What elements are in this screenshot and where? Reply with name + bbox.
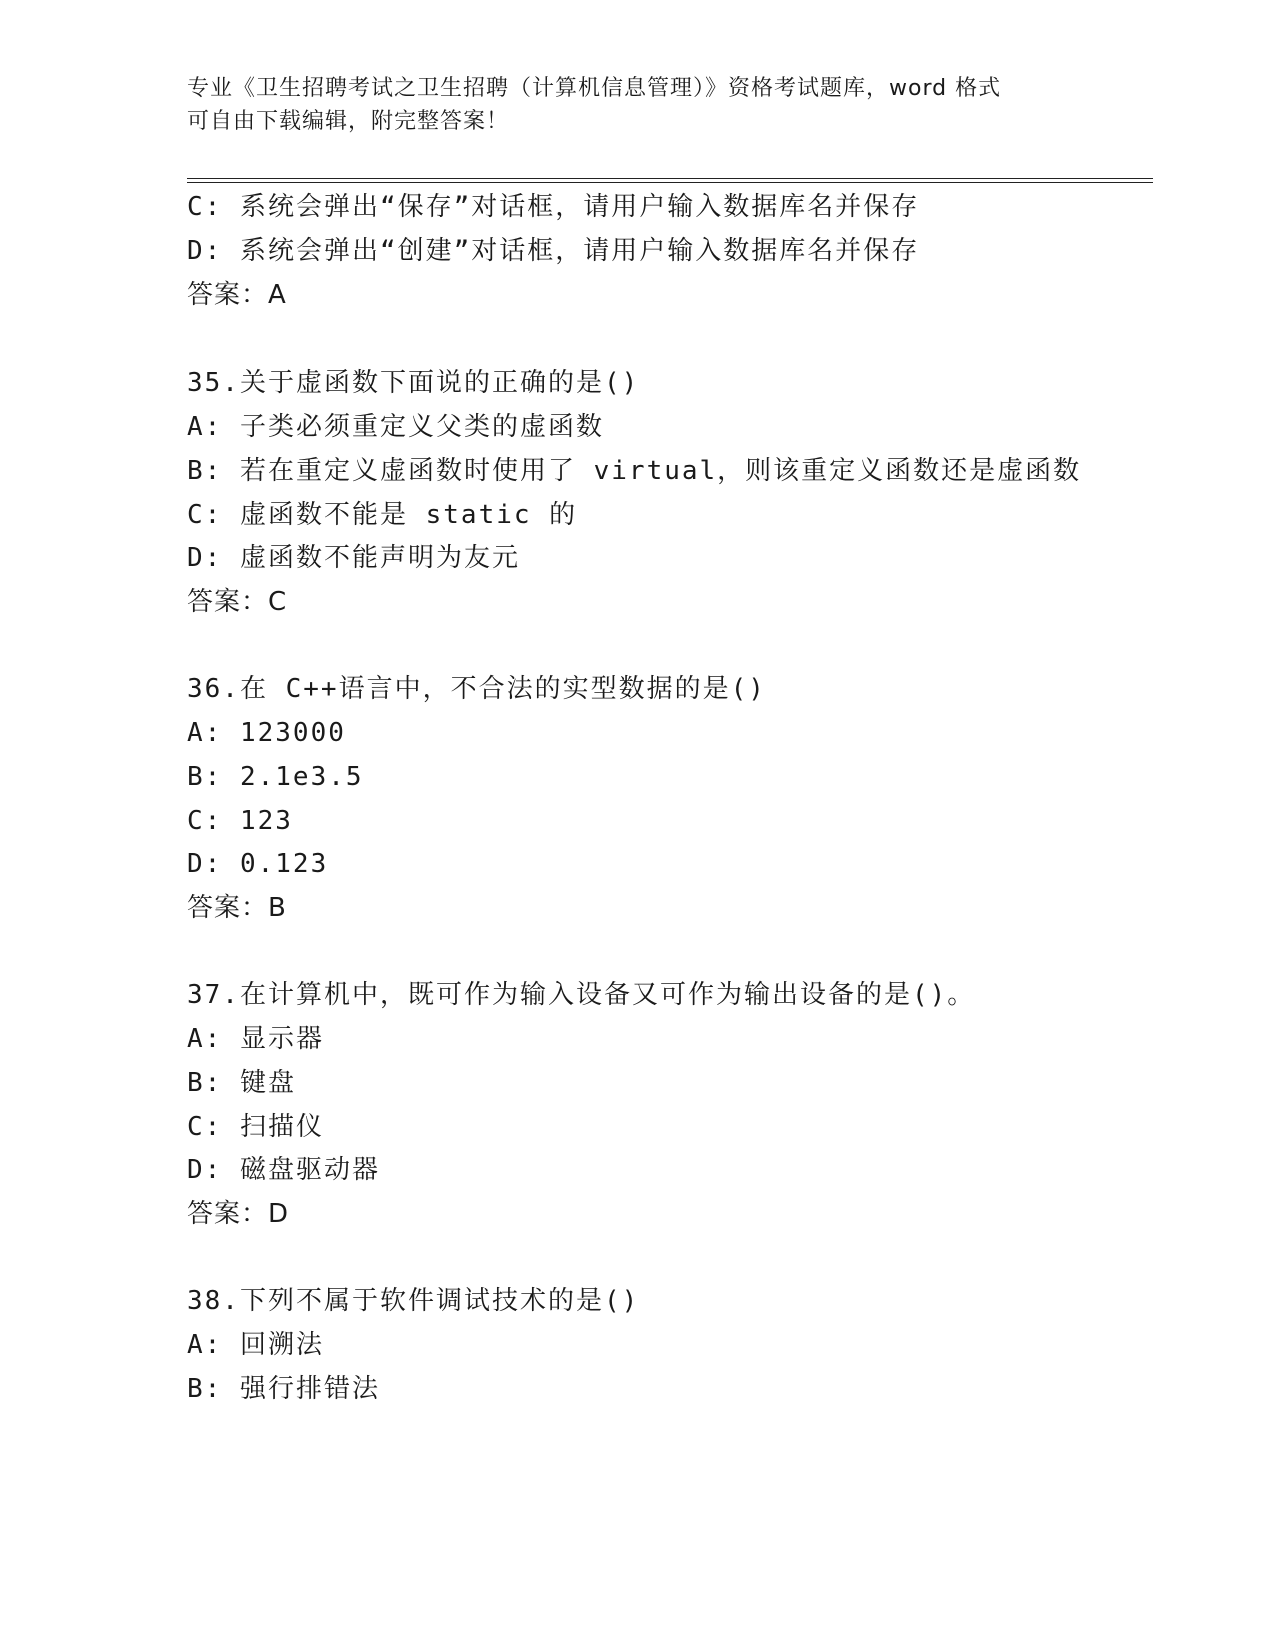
q36-option-d: D: 0.123: [187, 849, 329, 879]
q36-question: 36.在 C++语言中，不合法的实型数据的是(): [187, 674, 766, 704]
q36-option-a: A: 123000: [187, 718, 346, 748]
q35-option-c: C: 虚函数不能是 static 的: [187, 500, 578, 530]
q35-option-d: D: 虚函数不能声明为友元: [187, 543, 520, 573]
header-line-1: 专业《卫生招聘考试之卫生招聘（计算机信息管理）》资格考试题库，word 格式: [187, 76, 1002, 101]
q37-option-a: A: 显示器: [187, 1024, 324, 1054]
header-divider-top: [187, 178, 1153, 179]
q37-question: 37.在计算机中，既可作为输入设备又可作为输出设备的是()。: [187, 980, 976, 1010]
header-line-2: 可自由下载编辑，附完整答案！: [187, 109, 510, 134]
q35-option-b: B: 若在重定义虚函数时使用了 virtual，则该重定义函数还是虚函数: [187, 456, 1082, 486]
document-header: [187, 72, 1067, 138]
q38-option-b: B: 强行排错法: [187, 1374, 380, 1404]
q37-answer: 答案：D: [187, 1199, 290, 1229]
q38-question: 38.下列不属于软件调试技术的是(): [187, 1286, 640, 1316]
q37-option-d: D: 磁盘驱动器: [187, 1155, 380, 1185]
header-divider-bottom: [187, 182, 1153, 183]
q35-option-a: A: 子类必须重定义父类的虚函数: [187, 412, 604, 442]
q36-option-c: C: 123: [187, 806, 293, 836]
q35-answer: 答案：C: [187, 587, 288, 617]
q35-question: 35.关于虚函数下面说的正确的是(): [187, 368, 640, 398]
q37-option-c: C: 扫描仪: [187, 1112, 324, 1142]
q37-option-b: B: 键盘: [187, 1068, 296, 1098]
q34-option-c: C: 系统会弹出“保存”对话框，请用户输入数据库名并保存: [187, 192, 920, 222]
q36-answer: 答案：B: [187, 893, 287, 923]
q36-option-b: B: 2.1e3.5: [187, 762, 364, 792]
q34-option-d: D: 系统会弹出“创建”对话框，请用户输入数据库名并保存: [187, 236, 920, 266]
q38-option-a: A: 回溯法: [187, 1330, 324, 1360]
q34-answer: 答案：A: [187, 280, 287, 310]
